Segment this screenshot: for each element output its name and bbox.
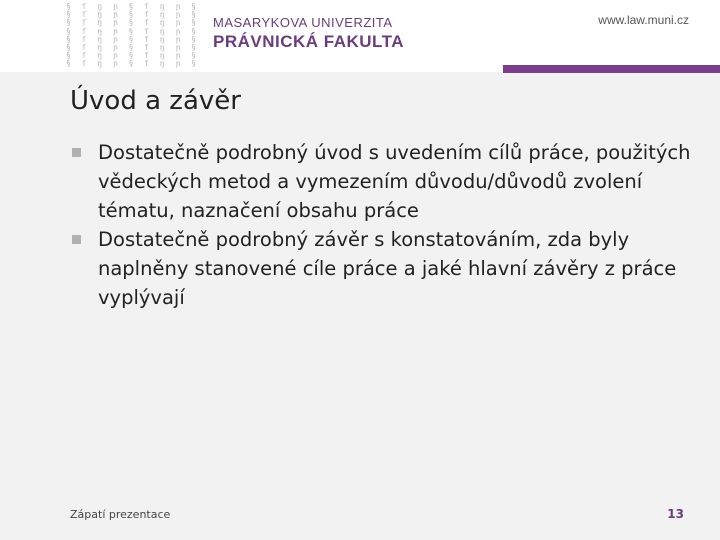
muni-pattern-logo-icon: § ſ ŋ ɲ § ſ ŋ ɲ § § ſ ŋ ɲ § ſ ŋ ɲ § § ſ ŋ ɲ § ſ ŋ ɲ § § ſ ŋ ɲ § ſ ŋ ɲ § § ſ ŋ ɲ § ſ ŋ ɲ § § ſ ŋ ɲ § ſ ŋ ɲ § § ſ ŋ ɲ § ſ ŋ ɲ § § ſ ŋ ɲ § ſ ŋ ɲ § — [66, 2, 199, 69]
square-bullet-icon — [72, 235, 81, 244]
website-url[interactable]: www.law.muni.cz — [598, 13, 689, 27]
footer-text: Zápatí prezentace — [70, 508, 171, 521]
header-accent-bar — [503, 65, 720, 73]
university-name: MASARYKOVA UNIVERZITA — [213, 15, 393, 30]
bullet-text: Dostatečně podrobný závěr s konstatováním, zda byly naplněny stanovené cíle práce a jaké hlavní závěry z práce vyplývají — [98, 228, 677, 309]
slide-header — [0, 0, 720, 72]
bullet-list — [70, 138, 700, 312]
page-number: 13 — [667, 507, 684, 521]
faculty-name: PRÁVNICKÁ FAKULTA — [213, 32, 405, 51]
bullet-text: Dostatečně podrobný úvod s uvedením cílů práce, použitých vědeckých metod a vymezením důvodu/důvodů zvolení tématu, naznačení obsahu práce — [98, 141, 691, 222]
bullet-item — [70, 225, 700, 312]
square-bullet-icon — [72, 148, 81, 157]
bullet-item — [70, 138, 700, 225]
slide-title: Úvod a závěr — [70, 86, 241, 116]
